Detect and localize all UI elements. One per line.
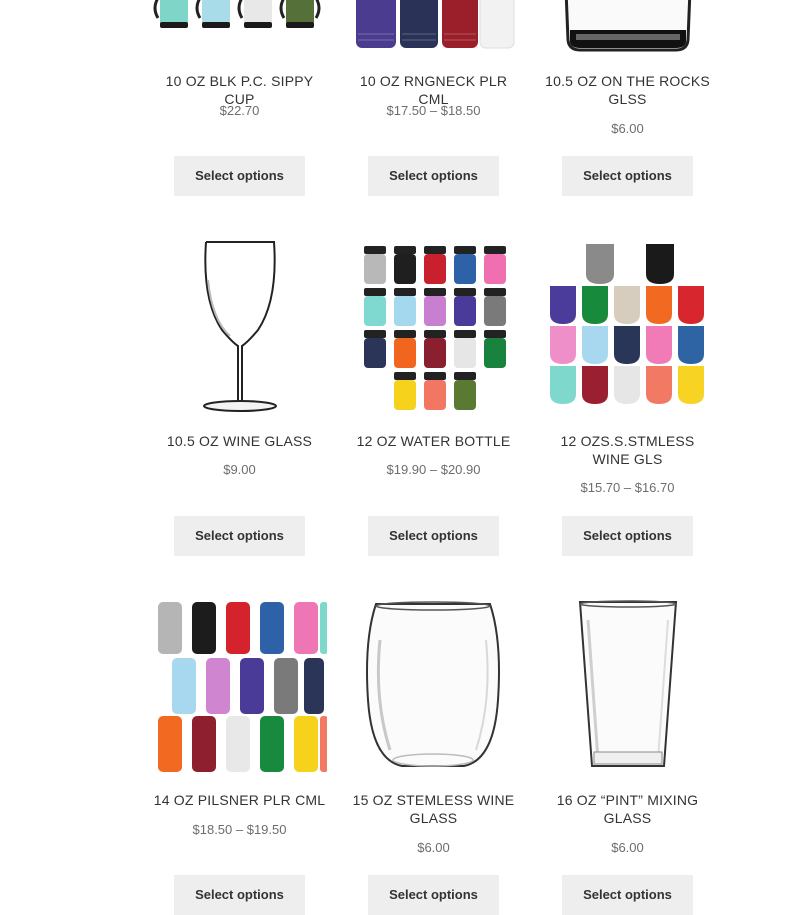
select-options-button[interactable]: Select options <box>562 156 693 196</box>
product-image[interactable] <box>346 0 521 50</box>
product-title[interactable]: 12 OZ WATER BOTTLE <box>356 433 511 449</box>
product-price: $18.50 – $19.50 <box>192 822 287 837</box>
product-title[interactable]: 14 OZ PILSNER PLR CML <box>153 792 326 808</box>
select-options-button[interactable]: Select options <box>174 156 305 196</box>
select-options-button[interactable]: Select options <box>174 875 305 915</box>
product-price: $6.00 <box>611 840 644 855</box>
product-price: $9.00 <box>223 462 256 477</box>
product-price: $15.70 – $16.70 <box>580 480 675 495</box>
product-title[interactable]: 10.5 OZ WINE GLASS <box>166 433 313 449</box>
select-options-button[interactable]: Select options <box>368 156 499 196</box>
product-image[interactable] <box>152 600 327 772</box>
product-image[interactable] <box>346 240 521 412</box>
product-price: $6.00 <box>611 121 644 136</box>
product-price: $17.50 – $18.50 <box>386 103 481 118</box>
product-image[interactable] <box>540 600 715 772</box>
product-title[interactable]: 10 OZ BLK P.C. SIPPY CUP <box>165 73 314 107</box>
product-price: $19.90 – $20.90 <box>386 462 481 477</box>
product-image[interactable] <box>152 0 327 32</box>
select-options-button[interactable]: Select options <box>562 516 693 556</box>
product-title[interactable]: 10.5 OZ ON THE ROCKS GLSS <box>545 73 710 107</box>
product-image[interactable] <box>346 600 521 772</box>
product-title[interactable]: 16 OZ “PINT” MIXING GLASS <box>556 792 699 826</box>
select-options-button[interactable]: Select options <box>174 516 305 556</box>
select-options-button[interactable]: Select options <box>368 516 499 556</box>
select-options-button[interactable]: Select options <box>562 875 693 915</box>
product-price: $6.00 <box>417 840 450 855</box>
product-title[interactable]: 12 OZS.S.STMLESS WINE GLS <box>560 433 695 467</box>
product-image[interactable] <box>152 240 327 412</box>
product-title[interactable]: 10 OZ RNGNECK PLR CML <box>359 73 508 107</box>
product-image[interactable] <box>540 240 715 412</box>
product-price: $22.70 <box>219 103 260 118</box>
select-options-button[interactable]: Select options <box>368 875 499 915</box>
product-image[interactable] <box>540 0 715 52</box>
product-title[interactable]: 15 OZ STEMLESS WINE GLASS <box>352 792 515 826</box>
